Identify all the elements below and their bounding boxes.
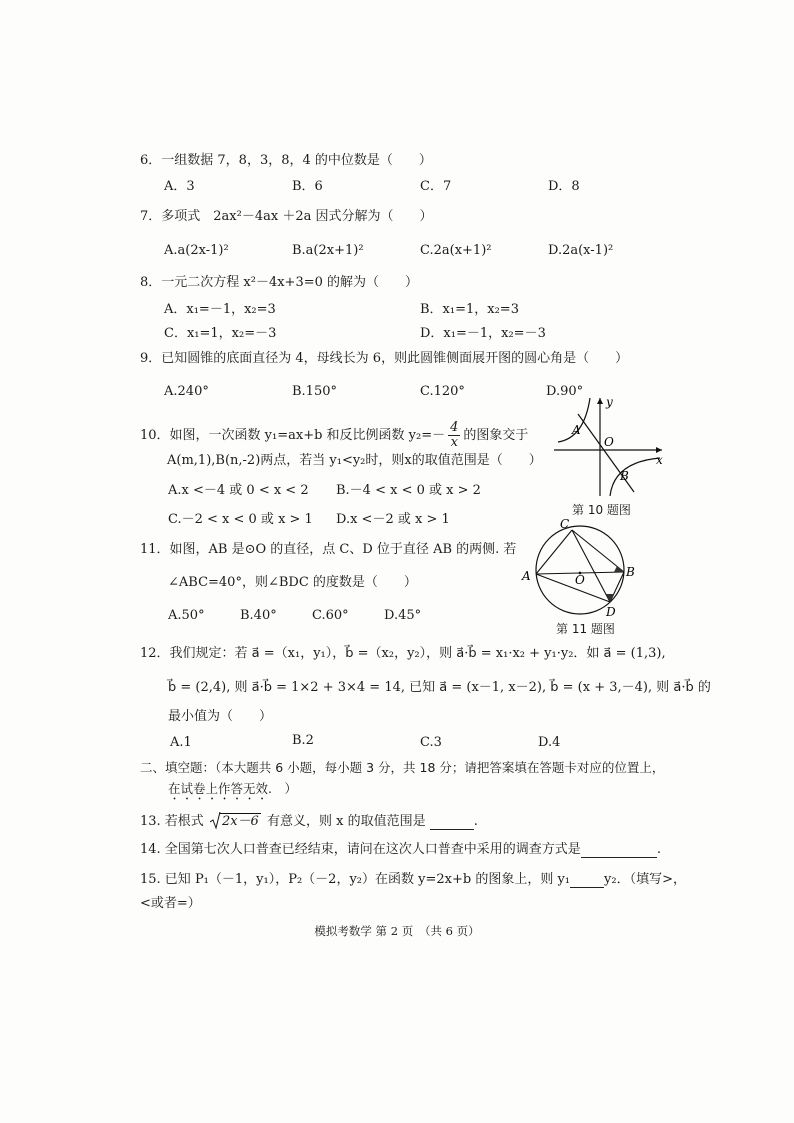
q11-chord-cd [572,530,610,602]
sqrt-icon [210,812,221,830]
q13-end: . [473,814,478,829]
q11-label-b: B [626,565,635,579]
q10-stem-line1 [140,421,528,450]
q10-stem-text: 10．如图，一次函数 y₁=ax+b 和反比例函数 y₂=－ [140,428,446,443]
q7-option-a: A.a(2x-1)² [164,243,229,258]
q12-line1: 12．我们规定：若 a⃗ =（x₁，y₁），b⃗ =（x₂，y₂），则 a⃗·b⃗ = x₁·x₂ + y₁·y₂．如 a⃗ = (1,3), [140,646,666,661]
q8-option-b: B．x₁=1，x₂=3 [420,302,519,317]
q10-option-b: B.－4 < x < 0 或 x > 2 [336,483,481,498]
q13-radicand: 2x－6 [221,814,259,829]
q11-label-o: O [575,573,585,587]
q11-option-d: D.45° [384,608,422,623]
q10-label-a: A [572,423,581,437]
q14-line [140,842,661,858]
q10-option-c: C.－2 < x < 0 或 x > 1 [168,512,313,527]
q6-option-c: C．7 [420,179,452,194]
q11-stem-line1: 11．如图，AB 是⊙O 的直径，点 C、D 位于直径 AB 的两侧. 若 [140,542,517,557]
q15-answer-blank [570,873,604,888]
q14-end: . [656,842,661,857]
q9-option-a: A.240° [164,384,209,399]
q6-option-d: D．8 [548,179,580,194]
q11-angle-b-mark-icon [614,566,624,572]
q10-label-o: O [604,435,614,449]
q11-chord-bc [572,530,624,572]
q10-label-b: B [620,469,629,483]
q10-stem-tail: 的图象交于 [463,428,529,443]
q15-line2: <或者=） [140,896,201,911]
q13-after: 有意义，则 x 的取值范围是 [266,814,426,829]
q9-option-c: C.120° [420,384,465,399]
q10-option-a: A.x <－4 或 0 < x < 2 [168,483,309,498]
q10-hyperbola-right [610,458,660,496]
q7-option-c: C.2a(x+1)² [420,243,492,258]
section2-note-end: . ） [268,781,297,796]
q8-option-c: C．x₁=1，x₂=－3 [164,326,277,341]
q13-line [140,814,478,830]
q7-option-b: B.a(2x+1)² [292,243,364,258]
q9-stem: 9．已知圆锥的底面直径为 4，母线长为 6，则此圆锥侧面展开图的圆心角是（ ） [140,351,629,366]
q11-figure-caption: 第 11 题图 [556,622,615,636]
q6-option-a: A．3 [164,179,195,194]
q11-label-c: C [560,518,570,531]
q12-option-d: D.4 [538,735,561,750]
q13-answer-blank [430,815,474,830]
q7-stem: 7．多项式 2ax²－4ax ＋2a 因式分解为（ ） [140,209,433,224]
q13-radical [210,814,261,830]
q8-option-d: D．x₁=－1，x₂=－3 [420,326,546,341]
q14-answer-blank [581,843,657,858]
q10-y-arrow-icon [597,398,603,404]
q11-option-b: B.40° [240,608,277,623]
q11-chord-ad [536,574,610,602]
q11-label-a: A [522,569,531,583]
q11-figure [518,518,644,618]
q12-option-c: C.3 [420,735,442,750]
q9-option-b: B.150° [292,384,337,399]
q14-text: 14. 全国第七次人口普查已经结束，请问在这次人口普查中采用的调查方式是 [140,842,581,857]
q15-text-b: y₂．（填写>， [604,872,686,887]
page-footer: 模拟考数学 第 2 页 （共 6 页） [314,924,480,938]
q10-fraction-numerator: 4 [450,420,459,435]
section2-heading: 二、填空题：（本大题共 6 小题，每小题 3 分，共 18 分；请把答案填在答题卡对应的位置上， [140,760,665,775]
q10-stem-line2: A(m,1),B(n,-2)两点，若当 y₁<y₂时，则x的取值范围是（ ） [167,453,542,468]
section2-note [168,781,297,803]
q11-option-a: A.50° [168,608,205,623]
q12-option-b: B.2 [292,733,314,748]
q12-line2: b⃗ = (2,4), 则 a⃗·b⃗ = 1×2 + 3×4 = 14, 已知 a⃗ = (x－1, x－2), b⃗ = (x + 3,－4), 则 a⃗·b⃗ 的 [168,680,711,695]
q12-option-a: A.1 [170,735,192,750]
section2-dotted-note: 在试卷上作答无效 [168,781,269,796]
q15-line1 [140,872,686,888]
q11-option-c: C.60° [312,608,349,623]
q10-label-x: x [656,453,663,467]
q10-figure [548,392,668,500]
q15-text-a: 15. 已知 P₁（－1，y₁），P₂（－2，y₂）在函数 y=2x+b 的图象上，则 y₁ [140,872,571,887]
q11-chord-ac [536,530,572,574]
q10-fraction-denominator: x [450,435,458,450]
q8-option-a: A．x₁=－1，x₂=3 [164,302,276,317]
q8-stem: 8．一元二次方程 x²－4x+3=0 的解为（ ） [140,275,419,290]
q10-label-y: y [606,395,613,409]
q11-stem-line2: ∠ABC=40°，则∠BDC 的度数是（ ） [168,575,417,590]
q6-stem: 6．一组数据 7，8，3，8，4 的中位数是（ ） [140,153,432,168]
q10-option-d: D.x <－2 或 x > 1 [336,512,450,527]
q6-option-b: B．6 [292,179,323,194]
q11-label-d: D [606,605,616,618]
q12-line3: 最小值为（ ） [168,709,273,724]
q10-fraction [448,421,460,450]
q9-option-d: D.90° [546,384,584,399]
q7-option-d: D.2a(x-1)² [548,243,614,258]
q13-before: 13. 若根式 [140,814,204,829]
q10-figure-caption: 第 10 题图 [572,503,631,517]
